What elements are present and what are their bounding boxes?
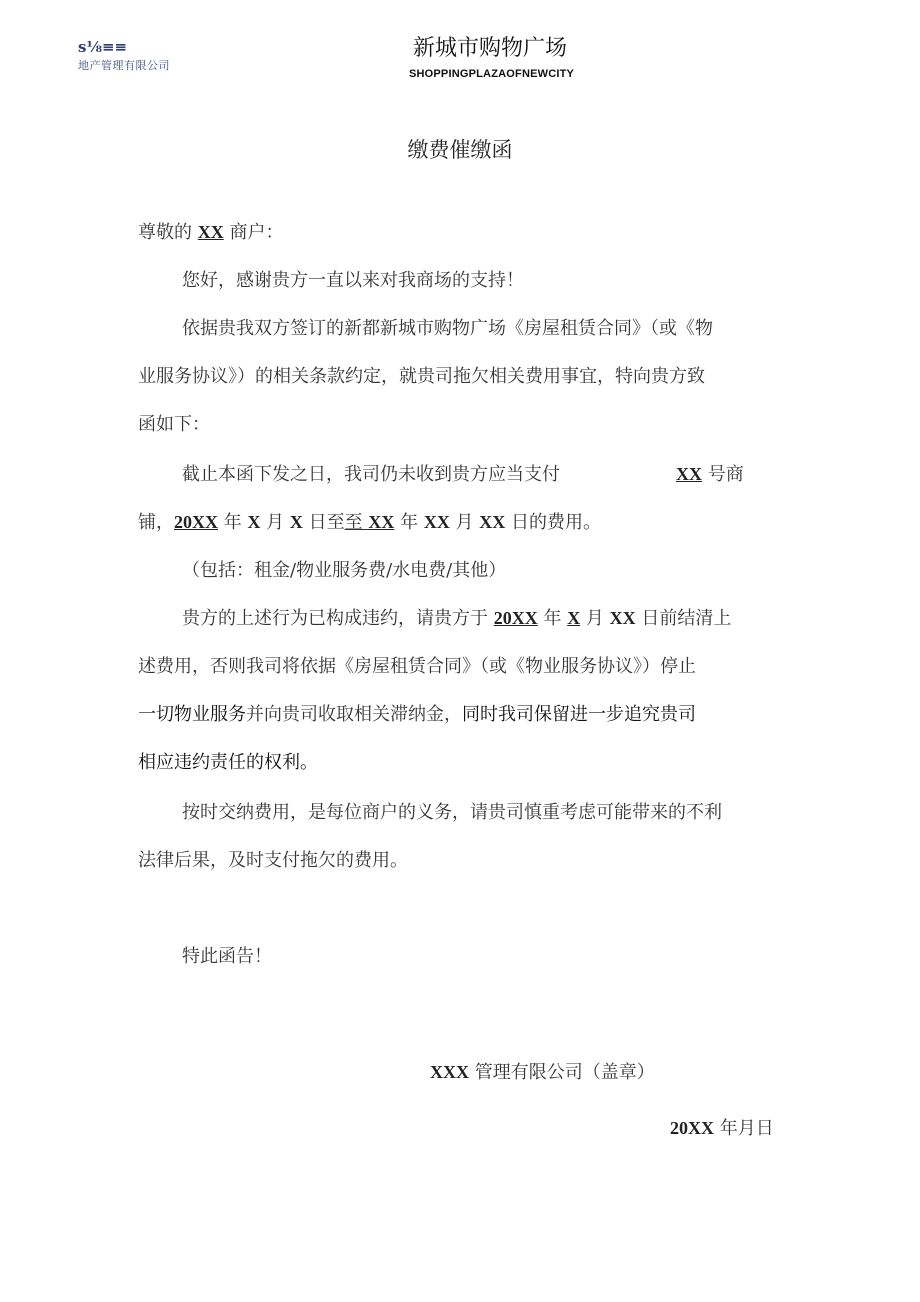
para2-line2 [138,508,601,534]
end-month: XX [423,512,450,532]
salutation-suffix: 商户： [223,222,284,243]
para4-line2: 述费用，否则我司将依据《房屋租赁合同》（或《物业服务协议》）停止 [138,656,696,677]
month-char-2: 月 [449,512,480,533]
para2-line1-text: 截止本函下发之日，我司仍未收到贵方应当支付 [182,464,560,485]
end-day: XX [479,512,506,532]
para4-line1-pre: 贵方的上述行为已构成违约，请贵方于 [182,608,494,629]
logo-mark: s⅛≡≡ [78,38,128,56]
signature-company-rest: 管理有限公司（盖章） [469,1062,655,1083]
header-title: 新城市购物广场 [412,36,567,61]
para4-line1-tail: 日前结清上 [635,608,732,629]
signature-company-bold: XXX [430,1062,469,1082]
due-year: 20XX [493,608,538,628]
greeting: 您好，感谢贵方一直以来对我商场的支持！ [182,270,524,291]
due-month: X [567,608,581,628]
due-year-char: 年 [537,608,568,629]
para1-line2: 业服务协议》）的相关条款约定，就贵司拖欠相关费用事宜，特向贵方致 [138,366,705,387]
to-char: 至 [344,512,369,533]
due-month-char: 月 [580,608,610,629]
start-year: 20XX [174,512,218,532]
logo-subtitle: 地产管理有限公司 [78,59,170,72]
para2-line1 [182,460,560,486]
due-day: XX [609,608,636,628]
shop-number: XX [676,464,702,484]
date-rest: 年月日 [714,1118,774,1139]
shop-suffix: 号商 [702,464,744,485]
date [670,1114,774,1140]
document-title: 缴费催缴函 [407,138,513,162]
para1-line3: 函如下： [138,414,210,435]
header-subtitle: SHOPPINGPLAZAOFNEWCITY [408,68,575,80]
para2-line2-tail: 日的费用。 [505,512,602,533]
start-day: X [289,512,303,532]
closing: 特此函告！ [182,946,272,967]
end-year: XX [368,512,395,532]
salutation [138,218,283,244]
para4-line3-c: 同时我司保留进一步追究贵司 [462,704,696,725]
para4-line3-a: 一切物业服务 [138,704,246,725]
signature [430,1058,655,1084]
fee-types: （包括：租金/物业服务费/水电费/其他） [182,560,507,581]
para1-line1: 依据贵我双方签订的新都新城市购物广场《房屋租赁合同》（或《物 [182,318,713,339]
para4-line3-b: 并向贵司收取相关滞纳金， [246,704,462,725]
para5-line1: 按时交纳费用，是每位商户的义务，请贵司慎重考虑可能带来的不利 [182,802,722,823]
para2-shop [676,460,744,486]
para5-line2: 法律后果，及时支付拖欠的费用。 [138,850,408,871]
month-char: 月 [260,512,290,533]
day-char: 日至 [302,512,345,533]
start-month: X [247,512,261,532]
para4-line1 [182,604,731,630]
date-year: 20XX [670,1118,714,1138]
salutation-prefix: 尊敬的 [138,222,198,243]
para2-line2-pre: 铺， [138,512,174,533]
year-char: 年 [218,512,248,533]
year-char-2: 年 [394,512,424,533]
merchant-name: XX [197,222,224,242]
para4-line3 [138,700,696,726]
para4-line4: 相应违约责任的权利。 [138,752,318,773]
